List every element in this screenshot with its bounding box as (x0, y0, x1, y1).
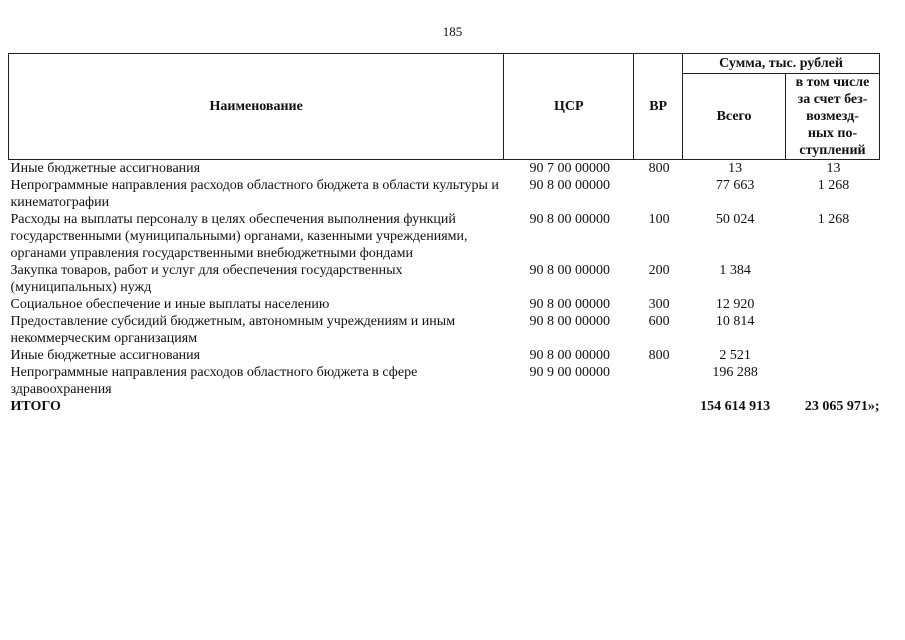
row-vr (634, 177, 683, 211)
row-vr: 800 (648, 348, 670, 363)
row-csr: 90 8 00 00000 (529, 314, 610, 329)
row-name: Иные бюджетные ассигнования (10, 348, 201, 363)
total-csr-empty (504, 398, 634, 415)
total-vr-empty (634, 398, 683, 415)
header-free-line: в том числе (795, 75, 870, 90)
row-free (786, 364, 880, 398)
table-row (9, 262, 880, 296)
header-vr: ВР (634, 54, 683, 160)
row-total: 13 (728, 161, 743, 176)
row-total: 2 521 (719, 348, 751, 363)
row-vr (634, 364, 683, 398)
row-free (786, 262, 880, 296)
row-name: Социальное обеспечение и иные выплаты населению (10, 297, 330, 312)
row-total: 77 663 (715, 178, 755, 193)
closing-quote: »; (867, 399, 880, 414)
page-number: 185 (442, 24, 463, 39)
total-label: ИТОГО (10, 399, 61, 414)
row-csr: 90 7 00 00000 (529, 161, 610, 176)
row-csr: 90 8 00 00000 (529, 263, 610, 278)
table-row (9, 347, 880, 364)
row-csr: 90 8 00 00000 (529, 297, 610, 312)
row-csr: 90 8 00 00000 (529, 178, 610, 193)
row-name: Расходы на выплаты персоналу в целях обеспечения выполнения функций государственными (муниципальными) органами, казенными учреждениями, органами управления государственными внебюджетными фондами (10, 212, 468, 261)
table-row (9, 364, 880, 398)
row-vr: 300 (648, 297, 670, 312)
row-name: Закупка товаров, работ и услуг для обеспечения государственных (муниципальных) нужд (10, 263, 403, 295)
row-csr: 90 8 00 00000 (529, 348, 610, 363)
table-row (9, 296, 880, 313)
row-total: 10 814 (715, 314, 755, 329)
row-vr: 800 (648, 161, 670, 176)
row-total: 1 384 (719, 263, 751, 278)
row-free: 1 268 (817, 178, 850, 193)
header-free-line: возмезд- (806, 109, 859, 124)
total-row (9, 398, 880, 415)
row-name: Непрограммные направления расходов областного бюджета в области культуры и кинематографии (10, 178, 499, 210)
row-name: Непрограммные направления расходов областного бюджета в сфере здравоохранения (10, 365, 418, 397)
header-name: Наименование (9, 54, 504, 160)
header-total: Всего (683, 74, 786, 160)
row-free (786, 296, 880, 313)
table-header (9, 54, 880, 160)
row-vr: 100 (648, 212, 670, 227)
table-body (9, 160, 880, 416)
header-free-line: ступлений (799, 143, 866, 158)
row-total: 196 288 (712, 365, 758, 380)
header-csr: ЦСР (504, 54, 634, 160)
header-free (786, 74, 880, 160)
row-free (786, 347, 880, 364)
row-name: Предоставление субсидий бюджетным, автономным учреждениям и иным некоммерческим организациям (10, 314, 456, 346)
budget-table (8, 53, 880, 415)
row-csr: 90 8 00 00000 (529, 212, 610, 227)
row-csr: 90 9 00 00000 (529, 365, 610, 380)
row-total: 50 024 (715, 212, 755, 227)
row-free: 1 268 (817, 212, 850, 227)
row-vr: 600 (648, 314, 670, 329)
row-free: 13 (826, 161, 841, 176)
table-row (9, 160, 880, 178)
row-free (786, 313, 880, 347)
row-vr: 200 (648, 263, 670, 278)
table-row (9, 177, 880, 211)
row-name: Иные бюджетные ассигнования (10, 161, 201, 176)
grand-total-free (786, 398, 880, 415)
header-free-line: за счет без- (797, 92, 868, 107)
header-free-line: ных по- (807, 126, 858, 141)
row-total: 12 920 (715, 297, 755, 312)
table-row (9, 211, 880, 262)
grand-total: 154 614 913 (700, 399, 771, 414)
grand-total-free-value: 23 065 971 (804, 399, 868, 414)
header-sum: Сумма, тыс. рублей (683, 54, 880, 74)
table-row (9, 313, 880, 347)
